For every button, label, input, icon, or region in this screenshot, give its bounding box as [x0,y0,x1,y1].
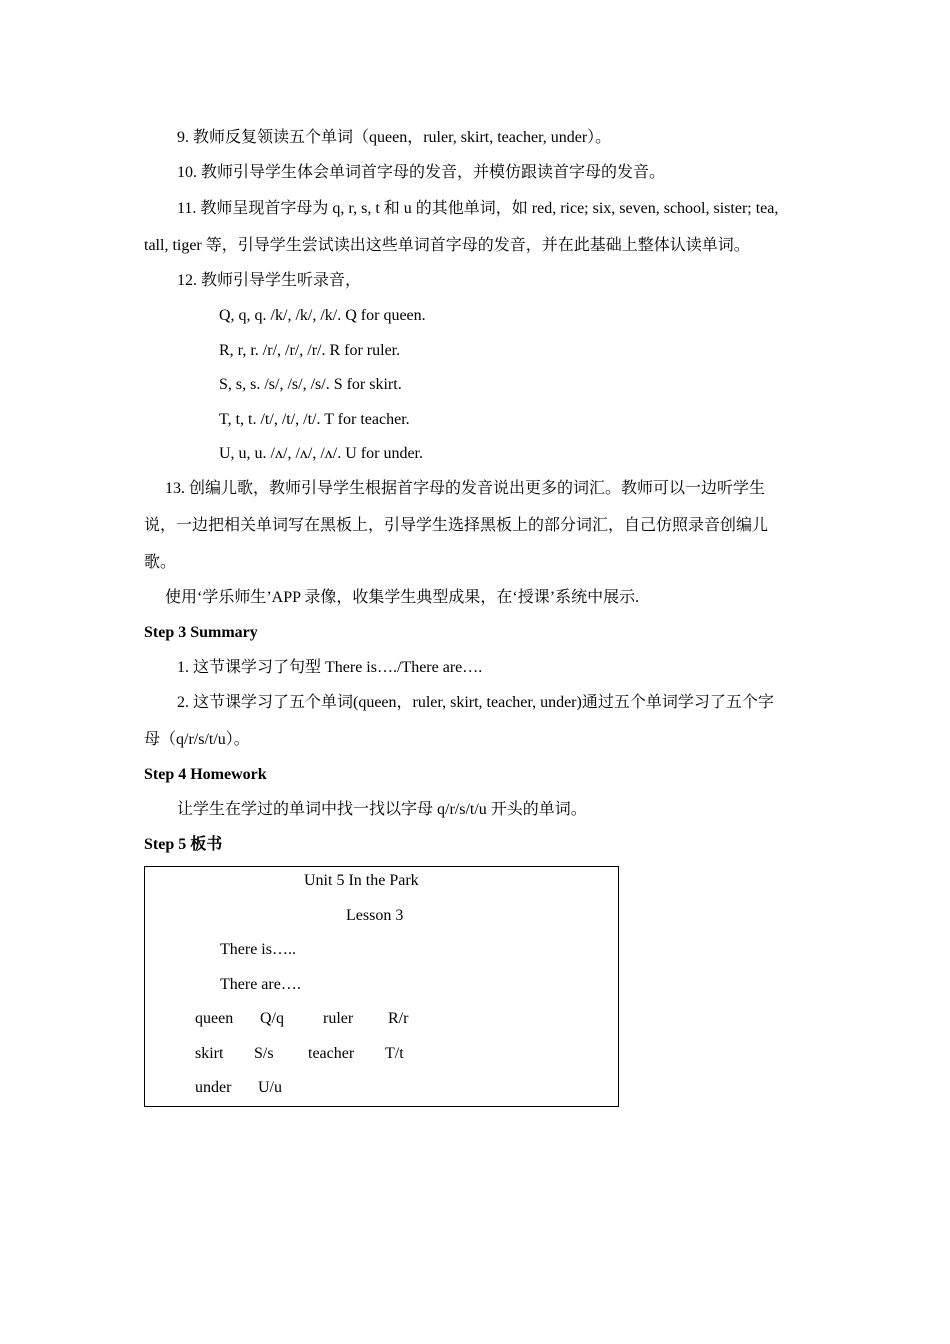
paragraph-step-12: 12. 教师引导学生听录音， [177,272,362,289]
board-sentence-there-is: There is….. [220,941,296,958]
paragraph-step-10: 10. 教师引导学生体会单词首字母的发音，并模仿跟读首字母的发音。 [177,164,666,181]
chant-line-t: T, t, t. /t/, /t/, /t/. T for teacher. [219,411,410,428]
board-letter-s: S/s [254,1045,274,1062]
chant-line-u: U, u, u. /ʌ/, /ʌ/, /ʌ/. U for under. [219,445,423,462]
board-lesson: Lesson 3 [346,907,404,924]
summary-item-1: 1. 这节课学习了句型 There is…./There are…. [177,659,483,676]
chant-line-q: Q, q, q. /k/, /k/, /k/. Q for queen. [219,307,426,324]
board-letter-u: U/u [258,1079,282,1096]
board-letter-q: Q/q [260,1010,284,1027]
paragraph-step-9: 9. 教师反复领读五个单词（queen，ruler, skirt, teacher, under）。 [177,129,612,146]
paragraph-step-13-line-3: 歌。 [144,554,177,571]
paragraph-step-11-line-1: 11. 教师呈现首字母为 q, r, s, t 和 u 的其他单词，如 red, rice; six, seven, school, sister; tea, [177,200,779,217]
paragraph-step-11-line-2: tall, tiger 等，引导学生尝试读出这些单词首字母的发音，并在此基础上整体认读单词。 [144,237,750,254]
board-word-under: under [195,1079,232,1096]
paragraph-step-13-line-2: 说，一边把相关单词写在黑板上，引导学生选择黑板上的部分词汇，自己仿照录音创编儿 [144,517,769,534]
homework-item: 让学生在学过的单词中找一找以字母 q/r/s/t/u 开头的单词。 [177,801,587,818]
paragraph-step-13-line-1: 13. 创编儿歌，教师引导学生根据首字母的发音说出更多的词汇。教师可以一边听学生 [165,480,766,497]
board-letter-r: R/r [388,1010,409,1027]
step-5-heading: Step 5 板书 [144,836,223,853]
summary-item-2-line-1: 2. 这节课学习了五个单词(queen，ruler, skirt, teacher, under)通过五个单词学习了五个字 [177,694,774,711]
board-title: Unit 5 In the Park [304,872,419,889]
board-word-ruler: ruler [323,1010,354,1027]
blackboard-box [144,866,619,1107]
app-note: 使用‘学乐师生’APP 录像，收集学生典型成果，在‘授课’系统中展示. [165,589,640,606]
board-sentence-there-are: There are…. [220,976,301,993]
chant-line-s: S, s, s. /s/, /s/, /s/. S for skirt. [219,376,402,393]
summary-item-2-line-2: 母（q/r/s/t/u）。 [144,731,250,748]
step-4-heading: Step 4 Homework [144,766,267,783]
board-word-teacher: teacher [308,1045,355,1062]
chant-line-r: R, r, r. /r/, /r/, /r/. R for ruler. [219,342,401,359]
step-3-heading: Step 3 Summary [144,624,258,641]
board-letter-t: T/t [385,1045,404,1062]
board-word-skirt: skirt [195,1045,224,1062]
board-word-queen: queen [195,1010,234,1027]
